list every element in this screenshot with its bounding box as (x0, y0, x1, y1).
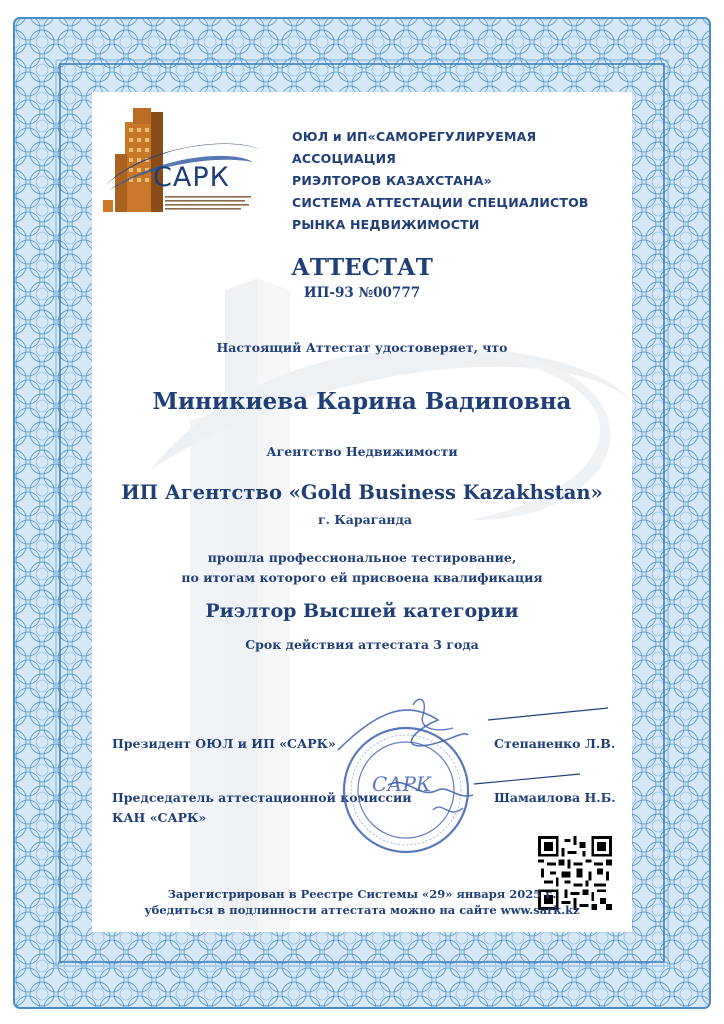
text-line-2: по итогам которого ей присвоена квалификация (181, 570, 543, 585)
agency-name: ИП Агентство «Gold Business Kazakhstan» (121, 481, 603, 504)
sark-logo (103, 104, 273, 219)
chair-label-line-1: Председатель аттестационной комиссии (112, 790, 412, 805)
chair-label-line-2: КАН «САРК» (112, 810, 207, 825)
footer-registry-line: Зарегистрирован в Реестре Системы «29» января 2025 г. (167, 887, 557, 901)
org-line-2: РИЭЛТОРОВ КАЗАХСТАНА» (292, 173, 492, 188)
organization-header (292, 126, 642, 236)
agency-label: Агентство Недвижимости (266, 444, 458, 459)
footer-verify-line: убедиться в подлинности аттестата можно на сайте www.sark.kz (144, 903, 580, 917)
president-signature-line (484, 702, 624, 732)
validity-text: Срок действия аттестата 3 года (245, 637, 479, 652)
stamp-center-text: САРК (372, 772, 432, 796)
org-line-4: РЫНКА НЕДВИЖИМОСТИ (292, 217, 480, 232)
president-name: Степаненко Л.В. (494, 736, 616, 751)
org-line-3: СИСТЕМА АТТЕСТАЦИИ СПЕЦИАЛИСТОВ (292, 195, 589, 210)
intro-text: Настоящий Аттестат удостоверяет, что (216, 340, 508, 355)
chair-signature-line (470, 770, 610, 790)
chair-name: Шамаилова Н.Б. (494, 790, 616, 805)
president-label: Президент ОЮЛ и ИП «САРК» (112, 736, 336, 751)
city: г. Караганда (318, 512, 413, 527)
certificate-number: ИП-93 №00777 (303, 285, 421, 301)
text-line-1: прошла профессиональное тестирование, (207, 550, 517, 565)
certificate-title: АТТЕСТАТ (291, 254, 433, 281)
holder-name: Миникиева Карина Вадиповна (152, 388, 572, 415)
org-line-1: ОЮЛ и ИП«САМОРЕГУЛИРУЕМАЯ АССОЦИАЦИЯ (292, 129, 537, 166)
qualification: Риэлтор Высшей категории (205, 600, 519, 622)
logo-brand-text: САРК (153, 162, 230, 193)
